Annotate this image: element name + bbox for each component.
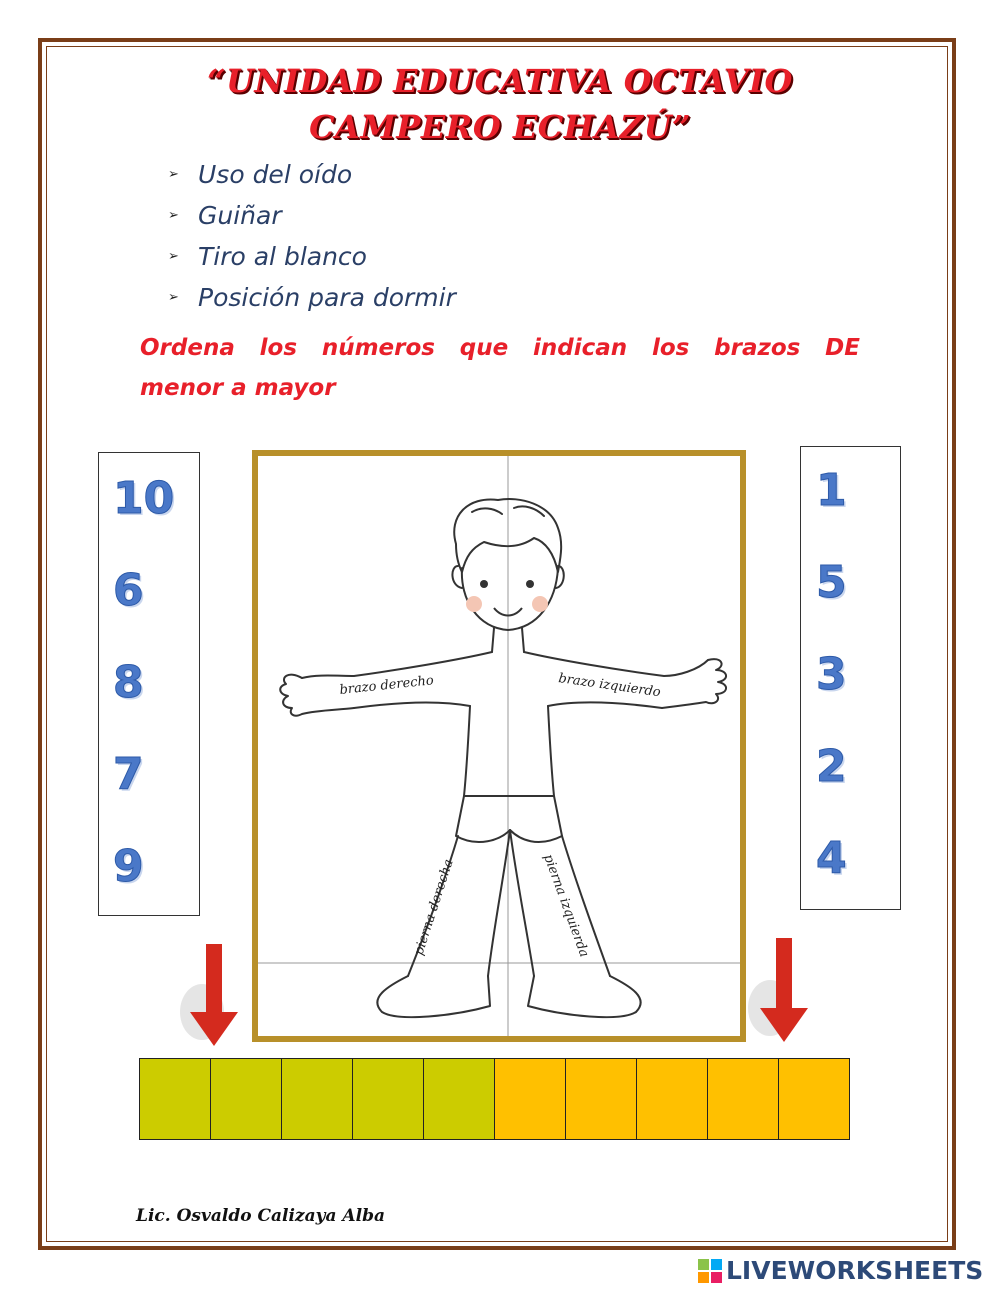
list-item: ➢ Uso del oído [168, 160, 353, 189]
child-body-illustration [258, 456, 740, 1036]
child-outline [280, 499, 726, 1017]
draggable-number[interactable]: 1 [816, 465, 847, 516]
liveworksheets-brand [698, 1256, 983, 1285]
teacher-signature: Lic. Osvaldo Calizaya Alba [136, 1206, 385, 1226]
instruction-line2: menor a mayor [140, 375, 336, 401]
list-item: ➢ Tiro al blanco [168, 242, 367, 271]
label-left-arm: brazo izquierdo [557, 671, 662, 701]
instruction-line1: Ordena los números que indican los brazos DE [140, 335, 860, 361]
liveworksheets-logo-icon [698, 1259, 722, 1283]
answer-slot[interactable] [281, 1058, 353, 1140]
label-left-leg: pierna izquierda [540, 852, 592, 960]
answer-slot[interactable] [423, 1058, 495, 1140]
body-figure-frame [252, 450, 746, 1042]
draggable-number[interactable]: 4 [816, 833, 847, 884]
draggable-number[interactable]: 6 [113, 565, 144, 616]
answer-slots [139, 1058, 850, 1140]
arrow-bullet-icon: ➢ [168, 208, 179, 223]
list-item: ➢ Posición para dormir [168, 283, 456, 312]
draggable-number[interactable]: 9 [113, 841, 144, 892]
draggable-number[interactable]: 3 [816, 649, 847, 700]
answer-slot[interactable] [707, 1058, 779, 1140]
right-number-box [800, 446, 901, 910]
label-right-arm: brazo derecho [338, 673, 435, 698]
arrow-bullet-icon: ➢ [168, 167, 179, 182]
school-title-line1: “UNIDAD EDUCATIVA OCTAVIO [207, 62, 793, 100]
answer-slot[interactable] [494, 1058, 566, 1140]
arrow-bullet-icon: ➢ [168, 290, 179, 305]
answer-slot[interactable] [636, 1058, 708, 1140]
answer-slot[interactable] [210, 1058, 282, 1140]
arrow-bullet-icon: ➢ [168, 249, 179, 264]
brand-text: LIVEWORKSHEETS [726, 1256, 984, 1285]
list-item: ➢ Guiñar [168, 201, 282, 230]
school-title-line2: CAMPERO ECHAZÚ” [309, 108, 691, 146]
down-arrow-icon-right [746, 936, 822, 1048]
draggable-number[interactable]: 8 [113, 657, 144, 708]
activity-list [168, 154, 456, 318]
draggable-number[interactable]: 7 [113, 749, 144, 800]
answer-slot[interactable] [139, 1058, 211, 1140]
label-right-leg: pierna derecha [411, 857, 457, 958]
answer-slot[interactable] [352, 1058, 424, 1140]
answer-slot[interactable] [778, 1058, 850, 1140]
down-arrow-icon-left [180, 942, 250, 1052]
draggable-number[interactable]: 10 [113, 473, 175, 524]
left-number-box [98, 452, 200, 916]
draggable-number[interactable]: 5 [816, 557, 847, 608]
face-features [466, 580, 548, 616]
draggable-number[interactable]: 2 [816, 741, 847, 792]
answer-slot[interactable] [565, 1058, 637, 1140]
